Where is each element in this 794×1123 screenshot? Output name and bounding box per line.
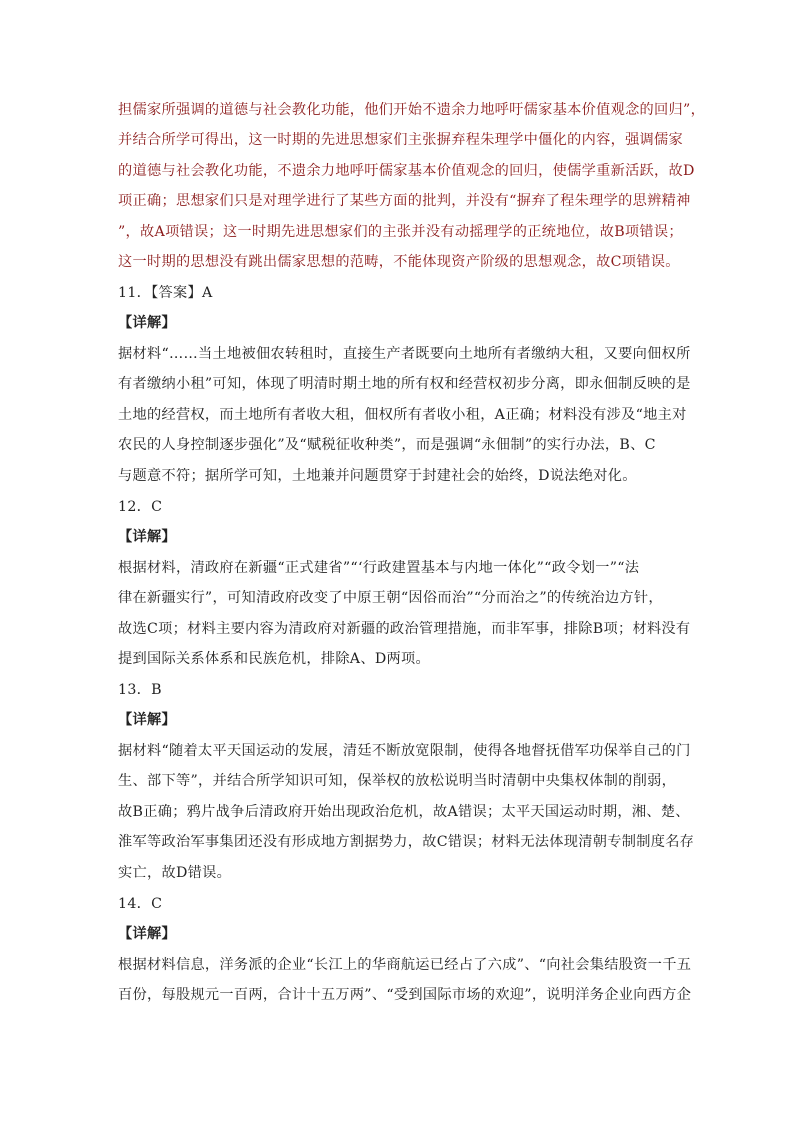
question-number-11: 11．【答案】A (118, 285, 213, 301)
question-number-13: 13．B (118, 682, 162, 698)
explanation-text-line: 根据材料信息，洋务派的企业“长江上的华商航运已经占了六成”、“向社会集结股资一千五 (118, 957, 692, 973)
explanation-text-line: 根据材料，清政府在新疆“正式建省”“‘行政建置基本与内地一体化”“政令划一”“法 (118, 560, 640, 576)
explanation-text-line: 据材料“……当土地被佃农转租时，直接生产者既要向土地所有者缴纳大租，又要向佃权所 (118, 346, 691, 362)
explanation-text-line: 百份，每股规元一百两，合计十五万两”、“受到国际市场的欢迎”，说明洋务企业向西方企 (118, 987, 692, 1003)
section-heading-explanation: 【详解】 (118, 315, 176, 331)
answer-text-line: 这一时期的思想没有跳出儒家思想的范畴，不能体现资产阶级的思想观念，故C项错误。 (118, 254, 680, 270)
explanation-text-line: 故B正确；鸦片战争后清政府开始出现政治危机，故A错误；太平天国运动时期，湘、楚、 (118, 804, 690, 820)
section-heading-explanation: 【详解】 (118, 712, 176, 728)
answer-text-line: 的道德与社会教化功能，不遗余力地呼吁儒家基本价值观念的回归，使儒学重新活跃，故D (118, 163, 695, 179)
explanation-text-line: 有者缴纳小租”可知，体现了明清时期土地的所有权和经营权初步分离，即永佃制反映的是 (118, 376, 691, 392)
answer-text-line: 担儒家所强调的道德与社会教化功能，他们开始不遗余力地呼吁儒家基本价值观念的回归”， (118, 102, 706, 118)
explanation-text-line: 故选C项；材料主要内容为清政府对新疆的政治管理措施，而非军事，排除B项；材料没有 (118, 621, 691, 637)
answer-text-line: 项正确；思想家们只是对理学进行了某些方面的批判，并没有“摒弃了程朱理学的思辨精神 (118, 193, 691, 209)
explanation-text-line: 律在新疆实行”，可知清政府改变了中原王朝“因俗而治”“分而治之”的传统治边方针， (118, 590, 663, 606)
explanation-text-line: 生、部下等”，并结合所学知识可知，保举权的放松说明当时清朝中央集权体制的削弱， (118, 773, 677, 789)
explanation-text-line: 土地的经营权，而土地所有者收大租，佃权所有者收小租，A正确；材料没有涉及“地主对 (118, 407, 687, 423)
explanation-text-line: 淮军等政治军事集团还没有形成地方割据势力，故C错误；材料无法体现清朝专制制度名存 (118, 834, 695, 850)
question-number-14: 14．C (118, 896, 163, 912)
section-heading-explanation: 【详解】 (118, 926, 176, 942)
explanation-text-line: 实亡，故D错误。 (118, 865, 232, 881)
explanation-text-line: 与题意不符；据所学可知，土地兼并问题贯穿于封建社会的始终，D说法绝对化。 (118, 468, 637, 484)
answer-text-line: ”，故A项错误；这一时期先进思想家们的主张并没有动摇理学的正统地位，故B项错误； (118, 224, 683, 240)
section-heading-explanation: 【详解】 (118, 529, 176, 545)
explanation-text-line: 提到国际关系体系和民族危机，排除A、D两项。 (118, 651, 430, 667)
explanation-text-line: 据材料“随着太平天国运动的发展，清廷不断放宽限制，使得各地督抚借军功保举自己的门 (118, 743, 691, 759)
question-number-12: 12．C (118, 499, 163, 515)
answer-text-line: 并结合所学可得出，这一时期的先进思想家们主张摒弃程朱理学中僵化的内容，强调儒家 (118, 132, 684, 148)
explanation-text-line: 农民的人身控制逐步强化”及“赋税征收种类”，而是强调“永佃制”的实行办法，B、C (118, 437, 656, 453)
